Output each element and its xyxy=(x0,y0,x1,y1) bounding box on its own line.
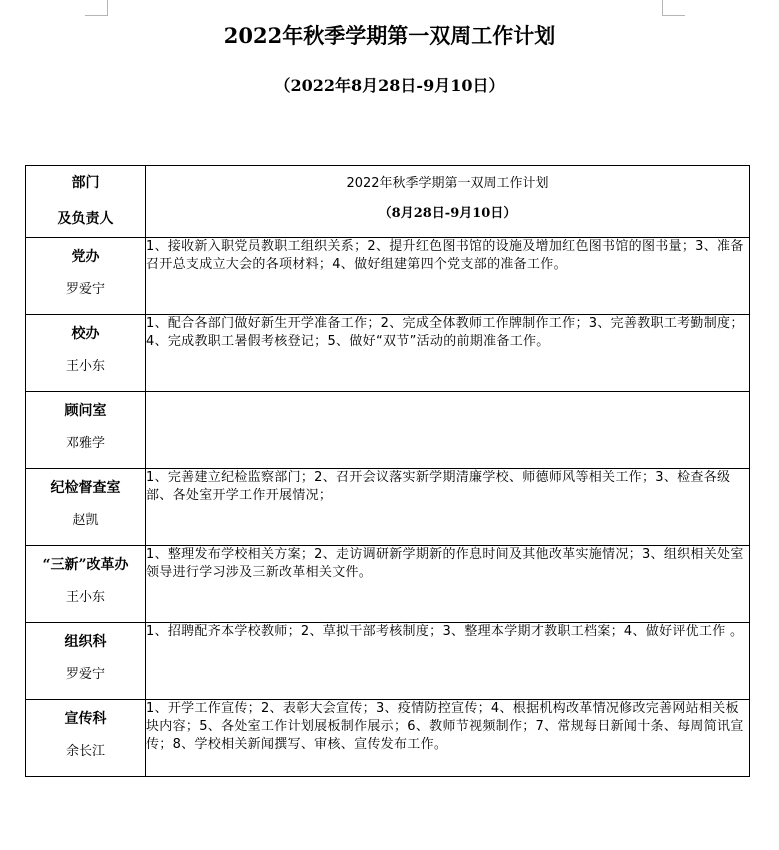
content-cell: 1、接收新入职党员教职工组织关系；2、提升红色图书馆的设施及增加红色图书馆的图书量；3、准备召开总支成立大会的各项材料；4、做好组建第四个党支部的准备工作。 xyxy=(146,238,750,315)
dept-person: 余长江 xyxy=(65,744,105,759)
table-row xyxy=(26,315,750,392)
table-row xyxy=(26,700,750,777)
dept-cell xyxy=(26,700,146,777)
content-cell: 1、配合各部门做好新生开学准备工作；2、完成全体教师工作牌制作工作；3、完善教职工考勤制度；4、完成教职工暑假考核登记；5、做好“双节”活动的前期准备工作。 xyxy=(146,315,750,392)
dept-cell xyxy=(26,315,146,392)
document-subtitle: （2022年8月28日-9月10日） xyxy=(274,76,505,95)
header-plan-date: （8月28日-9月10日） xyxy=(378,206,517,221)
page-corner-mark-right xyxy=(662,0,685,16)
table-header-row xyxy=(26,166,750,238)
dept-name: 校办 xyxy=(71,326,100,342)
content-cell: 1、开学工作宣传；2、表彰大会宣传；3、疫情防控宣传；4、根据机构改革情况修改完善网站相关板块内容；5、各处室工作计划展板制作展示；6、教师节视频制作；7、常规每日新闻十条、每周简讯宣传；8、学校相关新闻撰写、审核、宣传发布工作。 xyxy=(146,700,750,777)
dept-name: 党办 xyxy=(71,249,100,265)
dept-name: 纪检督查室 xyxy=(50,480,121,496)
content-cell xyxy=(146,392,750,469)
header-dept-label: 部门 xyxy=(71,175,100,191)
table-row xyxy=(26,238,750,315)
table-row xyxy=(26,392,750,469)
dept-person: 邓雅学 xyxy=(65,436,105,451)
table-row xyxy=(26,546,750,623)
content-cell: 1、招聘配齐本学校教师；2、草拟干部考核制度；3、整理本学期才教职工档案；4、做好评优工作 。 xyxy=(146,623,750,700)
dept-cell xyxy=(26,238,146,315)
header-person-label: 及负责人 xyxy=(57,211,114,227)
content-cell: 1、完善建立纪检监察部门；2、召开会议落实新学期清廉学校、师德师风等相关工作；3、检查各级部、各处室开学工作开展情况； xyxy=(146,469,750,546)
dept-person: 王小东 xyxy=(65,590,105,605)
header-dept-cell xyxy=(26,166,146,238)
dept-name: “三新”改革办 xyxy=(42,557,129,573)
dept-cell xyxy=(26,392,146,469)
dept-cell xyxy=(26,623,146,700)
dept-name: 组织科 xyxy=(64,634,107,650)
document-title: 2022年秋季学期第一双周工作计划 xyxy=(223,23,556,48)
dept-cell xyxy=(26,469,146,546)
dept-person: 王小东 xyxy=(65,359,105,374)
header-content-cell xyxy=(146,166,750,238)
table-row xyxy=(26,623,750,700)
header-plan-title: 2022年秋季学期第一双周工作计划 xyxy=(346,176,549,191)
dept-name: 顾问室 xyxy=(64,403,107,419)
dept-name: 宣传科 xyxy=(64,711,107,727)
page-corner-mark-left xyxy=(85,0,108,16)
dept-person: 赵凯 xyxy=(72,513,99,528)
table-row xyxy=(26,469,750,546)
dept-person: 罗爱宁 xyxy=(65,282,105,297)
work-plan-table xyxy=(25,165,750,777)
dept-cell xyxy=(26,546,146,623)
dept-person: 罗爱宁 xyxy=(65,667,105,682)
content-cell: 1、整理发布学校相关方案；2、走访调研新学期新的作息时间及其他改革实施情况；3、组织相关处室领导进行学习涉及三新改革相关文件。 xyxy=(146,546,750,623)
